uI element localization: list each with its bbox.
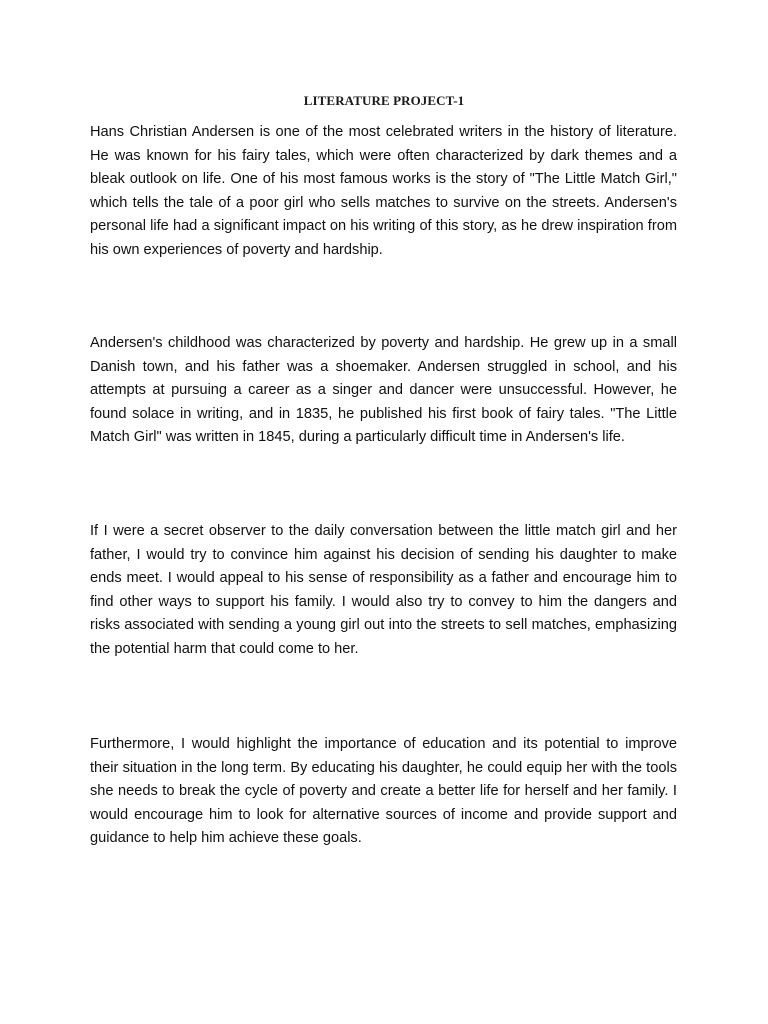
- paragraph-andersen-childhood: Andersen's childhood was characterized by poverty and hardship. He grew up in a small Danish town, and his father was a shoemaker. Andersen struggled in school, and his attempts at pursuing a career as a singer and dancer were unsuccessful. However, he found solace in writing, and in 1835, he published his first book of fairy tales. "The Little Match Girl" was written in 1845, during a particularly difficult time in Andersen's life.: [90, 335, 677, 446]
- paragraph-andersen-intro: Hans Christian Andersen is one of the most celebrated writers in the history of literature. He was known for his fairy tales, which were often characterized by dark themes and a bleak outlook on life. One of his most famous works is the story of "The Little Match Girl," which tells the tale of a poor girl who sells matches to survive on the streets. Andersen's personal life had a significant impact on his writing of this story, as he drew inspiration from his own experiences of poverty and hardship.: [90, 124, 677, 258]
- page-title: LITERATURE PROJECT-1: [303, 93, 465, 108]
- paragraph-secret-observer: If I were a secret observer to the daily conversation between the little match girl and her father, I would try to convince him against his decision of sending his daughter to make ends meet. I would appeal to his sense of responsibility as a father and encourage him to find other ways to support his family. I would also try to convey to him the dangers and risks associated with sending a young girl out into the streets to sell matches, emphasizing the potential harm that could come to her.: [90, 523, 677, 657]
- paragraph-education: Furthermore, I would highlight the importance of education and its potential to improve their situation in the long term. By educating his daughter, he could equip her with the tools she needs to break the cycle of poverty and create a better life for herself and her family. I would encourage him to look for alternative sources of income and provide support and guidance to help him achieve these goals.: [90, 736, 677, 847]
